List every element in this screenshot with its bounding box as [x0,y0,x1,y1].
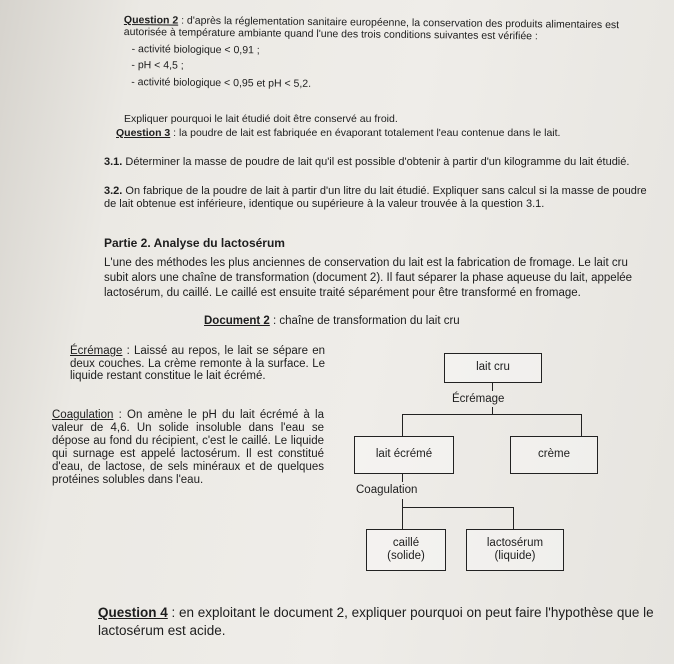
question-4-label: Question 4 [98,605,168,620]
coagulation-description [52,409,324,487]
box-caille-label: caillé [392,536,420,549]
question-4-text: : en exploitant le document 2, expliquer pourquoi on peut faire l'hypothèse que le lactosérum est acide. [98,605,654,638]
connector-4 [581,414,582,436]
box-caille-state: (solide) [387,550,425,562]
box-lait-cru-label: lait cru [476,361,510,374]
ecremage-text: : Laissé au repos, le lait se sépare en deux couches. La crème remonte à la surface. Le liquide restant constitue le lait écrémé. [70,345,325,383]
question-3 [116,127,646,139]
box-lait-cru [444,353,542,383]
box-caille [366,529,446,571]
box-lait-ecreme [354,436,454,474]
box-creme [510,436,598,474]
ecremage-description [70,345,325,383]
connector-7 [402,507,403,529]
question-3-text: : la poudre de lait est fabriquée en évaporant totalement l'eau contenue dans le lait. [170,127,561,139]
step-ecremage: Écrémage [452,393,505,405]
connector-1 [492,382,493,391]
connector-8 [513,507,514,529]
question-4 [98,604,658,640]
question-3-2-text: On fabrique de la poudre de lait à partir d'un litre du lait étudié. Expliquer sans calcul si la masse de poudre de lait obtenue est inférieure, identique ou supérieure à la valeur trouvée à la question 3.1. [104,185,647,210]
coagulation-label: Coagulation [52,409,114,421]
document-2-caption: : chaîne de transformation du lait cru [269,315,460,327]
question-2 [123,14,644,93]
connector-3 [402,414,403,436]
question-3-2 [104,185,649,211]
condition-3: - activité biologique < 0,95 et pH < 5,2. [131,75,312,90]
question-3-label: Question 3 [116,127,171,139]
box-creme-label: crème [538,448,570,461]
part-2-title: Partie 2. Analyse du lactosérum [104,236,285,250]
branch-line-1 [402,414,582,415]
question-2-text: : d'après la réglementation sanitaire européenne, la conservation des produits alimentaires est autorisée à température ambiante quand l'une des trois conditions suivantes est vérifiée : [123,14,620,43]
connector-5 [402,473,403,482]
box-lactoserum-label: lactosérum [486,536,544,549]
document-2-label: Document 2 [204,315,270,327]
box-lactoserum [466,529,564,571]
condition-1: - activité biologique < 0,91 ; [131,42,260,57]
branch-line-2 [402,507,514,508]
step-coagulation: Coagulation [356,484,418,496]
box-lait-ecreme-label: lait écrémé [375,448,433,461]
condition-2: - pH < 4,5 ; [131,59,184,72]
question-3-1-label: 3.1. [104,156,123,168]
question-2-label: Question 2 [123,14,179,27]
coagulation-text: : On amène le pH du lait écrémé à la valeur de 4,6. Un solide insoluble dans l'eau se dépose au fond du récipient, c'est le caillé. Le liquide qui surnage est appelé lactosérum. Il est constitué d'eau, de lactose, de sels minéraux et de quelques protéines solubles dans l'eau. [52,409,324,486]
question-3-1 [104,156,649,169]
ecremage-label: Écrémage [70,345,123,357]
question-3-2-label: 3.2. [104,185,123,197]
document-2-title [204,315,460,329]
part-2-intro: L'une des méthodes les plus anciennes de conservation du lait est la fabrication de fromage. Le lait cru subit alors une chaîne de transformation (document 2). Il faut séparer la phase aqueuse du lait, appelée lactosérum, du caillé. Le caillé est ensuite traité séparément pour être transformé en fromage. [104,257,633,300]
question-2-instruction: Expliquer pourquoi le lait étudié doit être conservé au froid. [124,113,398,125]
box-lactoserum-state: (liquide) [494,550,536,562]
question-3-1-text: Déterminer la masse de poudre de lait qu'il est possible d'obtenir à partir d'un kilogramme du lait étudié. [122,156,630,168]
